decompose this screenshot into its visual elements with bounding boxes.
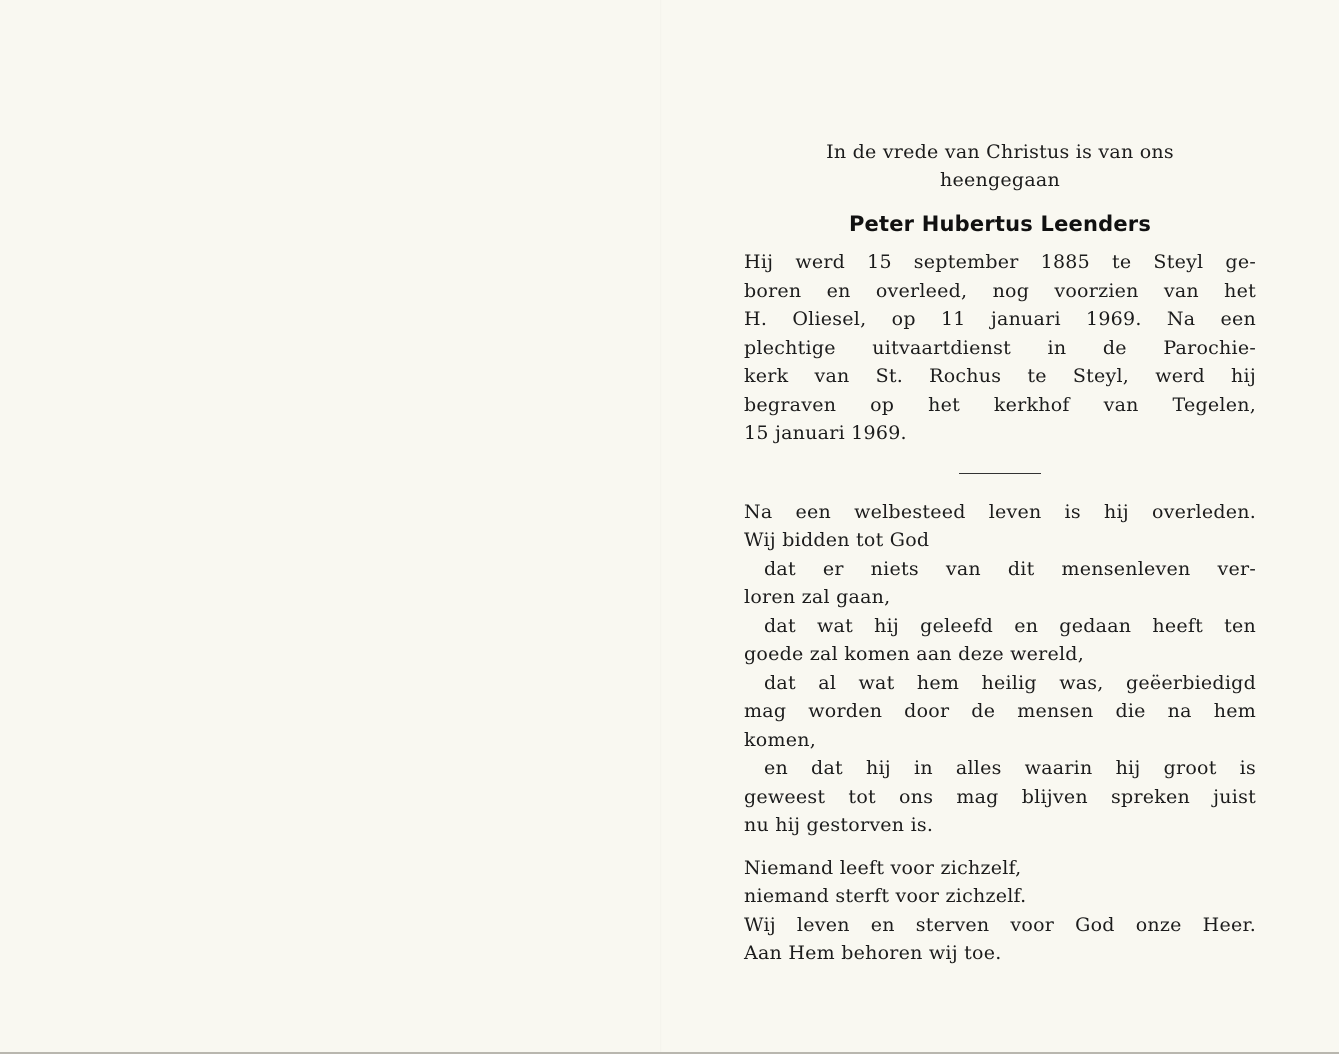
bio-line: 15 januari 1969.	[744, 422, 907, 444]
biography	[744, 248, 1256, 448]
prayer-line: mag worden door de mensen die na hem	[744, 700, 1256, 722]
bio-line: Hij werd 15 september 1885 te Steyl ge-	[744, 251, 1256, 273]
prayer-line: dat er niets van dit mensenleven ver-	[764, 557, 1256, 580]
bio-line: begraven op het kerkhof van Tegelen,	[744, 393, 1256, 416]
bio-line: H. Oliesel, op 11 januari 1969. Na een	[744, 308, 1256, 330]
bio-line: plechtige uitvaartdienst in de Parochie-	[744, 336, 1256, 359]
closing-line: niemand sterft voor zichzelf.	[744, 885, 1027, 907]
prayer-text	[744, 498, 1256, 840]
prayer-line: Wij bidden tot God	[744, 529, 930, 551]
intro-line: In de vrede van Christus is van ons	[826, 141, 1174, 163]
bio-line: boren en overleed, nog voorzien van het	[744, 279, 1256, 302]
prayer-line: goede zal komen aan deze wereld,	[744, 643, 1084, 665]
section-divider	[959, 473, 1041, 474]
closing-line: Wij leven en sterven voor God onze Heer.	[744, 913, 1256, 936]
closing-verse	[744, 854, 1256, 968]
card-fold	[660, 0, 662, 1052]
card-text-page	[744, 138, 1256, 968]
prayer-line: en dat hij in alles waarin hij groot is	[764, 757, 1256, 779]
deceased-name: Peter Hubertus Leenders	[848, 212, 1152, 236]
prayer-line: nu hij gestorven is.	[744, 814, 934, 836]
closing-line: Aan Hem behoren wij toe.	[744, 942, 1002, 964]
closing-line: Niemand leeft voor zichzelf,	[744, 856, 1022, 879]
prayer-line: loren zal gaan,	[744, 586, 891, 608]
prayer-line: komen,	[744, 728, 816, 751]
intro-text	[744, 138, 1256, 194]
prayer-line: dat al wat hem heilig was, geëerbiedigd	[764, 671, 1256, 694]
bio-line: kerk van St. Rochus te Steyl, werd hij	[744, 365, 1256, 387]
intro-line: heengegaan	[940, 169, 1060, 191]
prayer-line: Na een welbesteed leven is hij overleden.	[744, 500, 1256, 523]
prayer-line: geweest tot ons mag blijven spreken juist	[744, 785, 1256, 808]
prayer-line: dat wat hij geleefd en gedaan heeft ten	[764, 614, 1256, 637]
